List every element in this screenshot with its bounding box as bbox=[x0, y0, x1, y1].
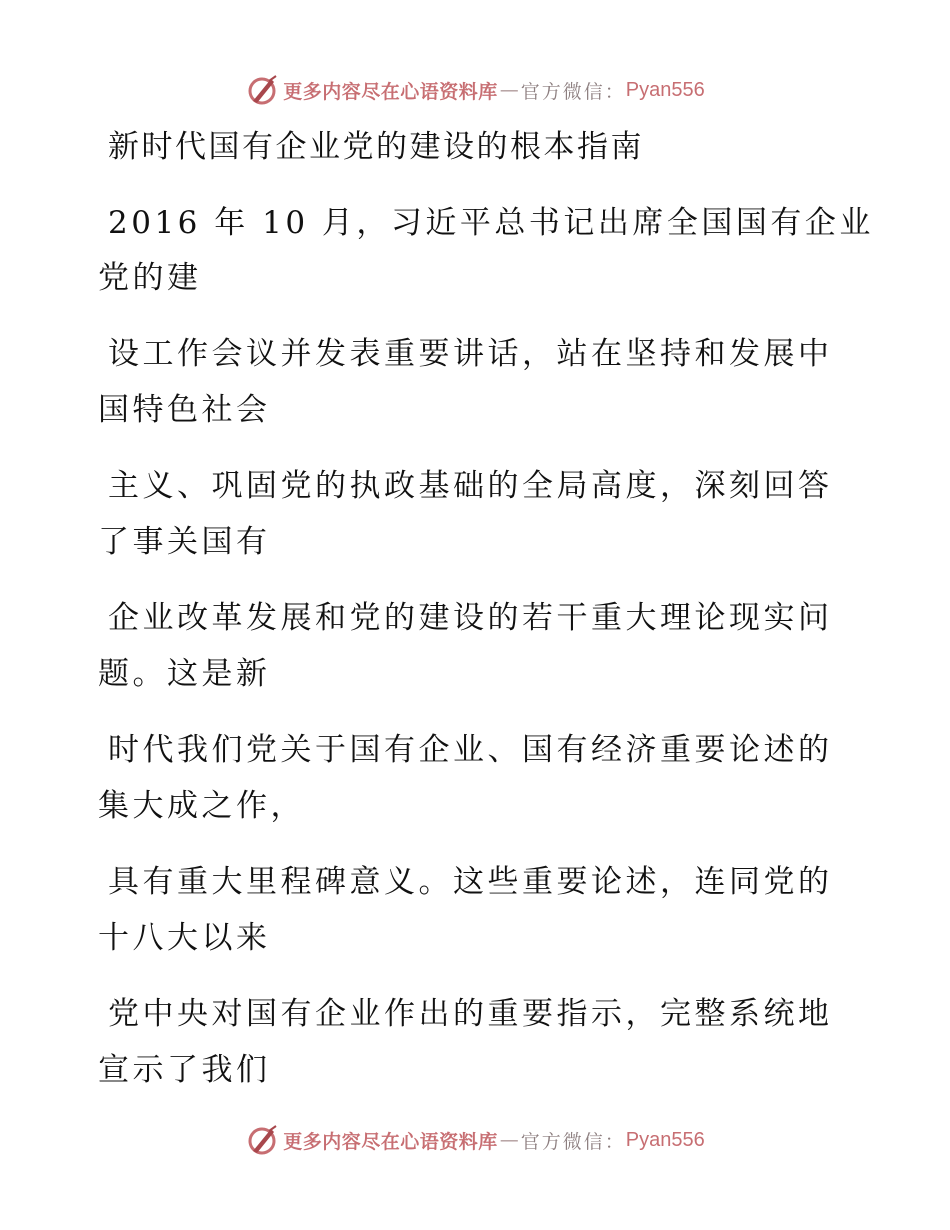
paragraph-line: 国特色社会 bbox=[98, 392, 271, 428]
watermark-footer bbox=[0, 1120, 950, 1160]
paragraph-line: 宣示了我们 bbox=[98, 1052, 271, 1088]
watermark-official-label: 官方微信： bbox=[520, 1130, 626, 1153]
paragraph-line: 十八大以来 bbox=[98, 920, 271, 956]
paragraph-line: 主义、巩固党的执政基础的全局高度，深刻回答 bbox=[108, 468, 833, 504]
watermark-main-text: 更多内容尽在心语资料库 bbox=[283, 1130, 498, 1153]
paragraph-line: 党中央对国有企业作出的重要指示，完整系统地 bbox=[108, 996, 833, 1032]
quill-pen-logo-icon bbox=[245, 73, 279, 107]
paragraph-line: 设工作会议并发表重要讲话，站在坚持和发展中 bbox=[108, 336, 833, 372]
watermark-dash: — bbox=[499, 1129, 519, 1151]
paragraph-line: 2016 年 10 月，习近平总书记出席全国国有企业 bbox=[108, 205, 874, 241]
document-title: 新时代国有企业党的建设的根本指南 bbox=[108, 129, 644, 165]
quill-pen-logo-icon bbox=[245, 1123, 279, 1157]
watermark-wechat-id: Pyan556 bbox=[625, 78, 705, 101]
watermark-wechat-id: Pyan556 bbox=[625, 1128, 705, 1151]
paragraph-line: 了事关国有 bbox=[98, 524, 271, 560]
watermark-official-label: 官方微信： bbox=[520, 80, 626, 103]
paragraph-line: 企业改革发展和党的建设的若干重大理论现实问 bbox=[108, 600, 833, 636]
paragraph-line: 时代我们党关于国有企业、国有经济重要论述的 bbox=[108, 732, 833, 768]
paragraph-line: 题。这是新 bbox=[98, 656, 271, 692]
watermark-main-text: 更多内容尽在心语资料库 bbox=[283, 80, 498, 103]
paragraph-line: 具有重大里程碑意义。这些重要论述，连同党的 bbox=[108, 864, 833, 900]
watermark-dash: — bbox=[499, 79, 519, 101]
paragraph-line: 集大成之作， bbox=[98, 788, 305, 824]
watermark-header bbox=[0, 70, 950, 110]
paragraph-line: 党的建 bbox=[98, 260, 202, 296]
